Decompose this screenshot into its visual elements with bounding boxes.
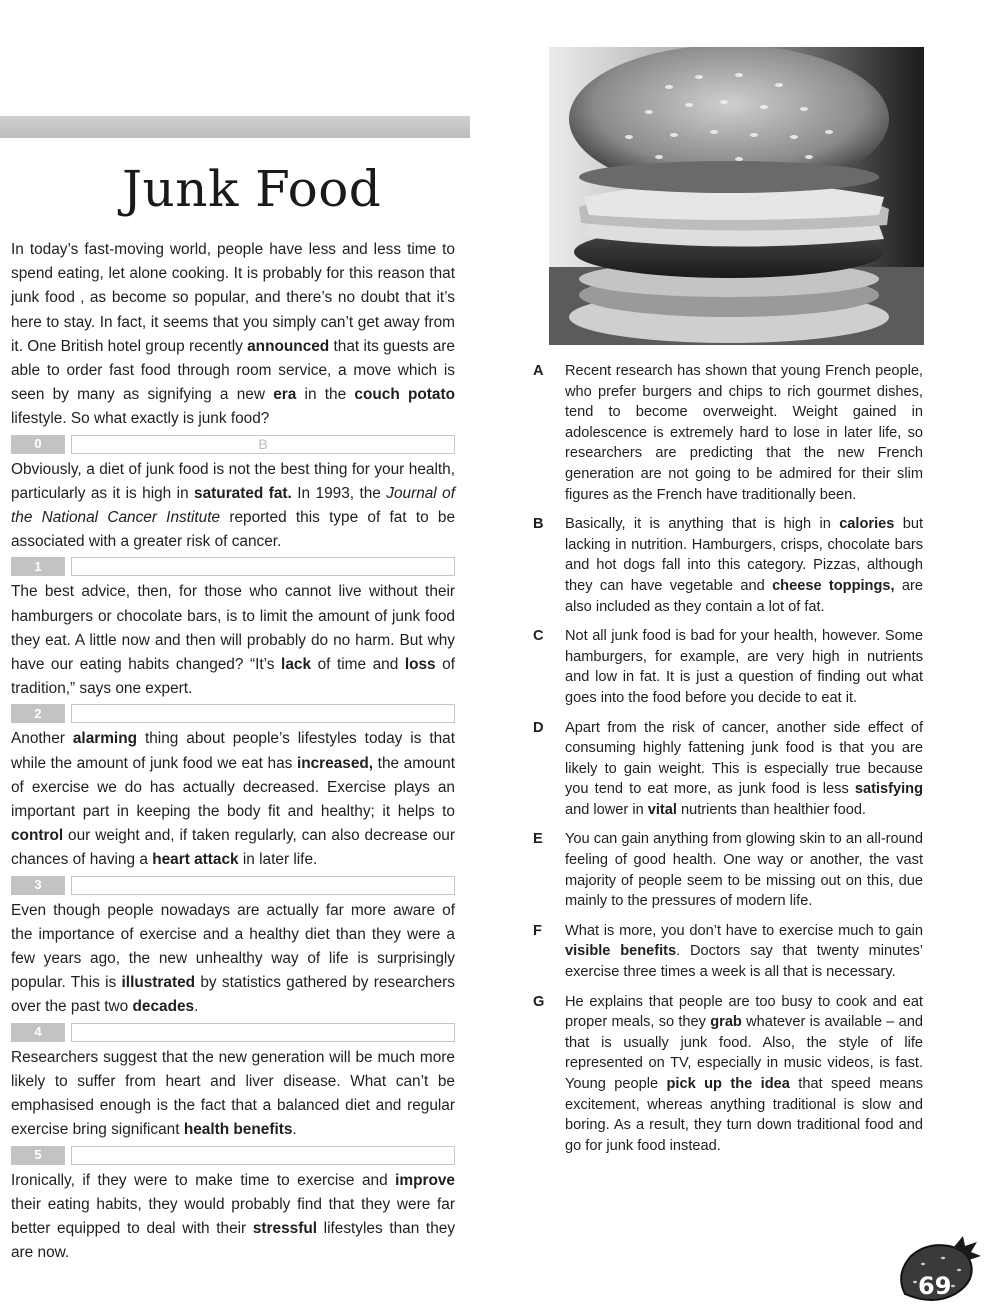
gap-answer-box[interactable]: [71, 1146, 455, 1165]
bold-keyword: decades: [132, 998, 195, 1016]
bold-keyword: couch potato: [354, 386, 455, 404]
gap-answer-box[interactable]: [71, 704, 455, 723]
text-run: that speed means excitement, whereas anything traditional is slow and boring. As a result, they turn down traditional food and go for junk food instead.: [565, 1076, 923, 1154]
option-text: [565, 992, 923, 1157]
header-band: [0, 116, 470, 138]
text-run: whatever is available – and that is usually junk food. Also, the style of life represented on TV, especially in music videos, is fast. Young people: [565, 1014, 923, 1092]
paragraph-5: [11, 1046, 455, 1143]
option-letter: G: [533, 993, 545, 1010]
bold-keyword: increased,: [296, 754, 374, 772]
text-run: nutrients than healthier food.: [676, 801, 866, 818]
text-run: reported this type of fat to be associated with a greater risk of cancer.: [11, 509, 456, 551]
text-run: What is more, you don’t have to exercise much to gain: [565, 922, 923, 939]
text-run: Recent research has shown that young French people, who prefer burgers and chips to rich gourmet dishes, tend to become overweight. Weight gained in adolescence is extremely hard to lose in later life, so researchers are predicting that the new French generation are not going to be admired for their slim figures as the French have traditionally been.: [565, 363, 923, 503]
bold-keyword: era: [273, 386, 297, 404]
text-run: . Doctors say that twenty minutes’ exercise three times a week is all that is necessary.: [565, 943, 923, 981]
option-e: [533, 829, 923, 911]
bold-keyword: pick up the idea: [666, 1076, 790, 1092]
text-run: .: [194, 998, 199, 1016]
bold-keyword: health benefits: [183, 1121, 293, 1139]
bold-keyword: alarming: [72, 730, 138, 748]
gap-number: 1: [11, 557, 65, 576]
text-run: In today’s fast-moving world, people have less and less time to spend eating, let alone cooking. It is probably for this reason that junk food ‚ as become so popular, and there’s no doubt that it’s here to stay. In fact, it seems that you simply can’t get away from it. One British hotel group recently: [11, 241, 455, 355]
gap-number: 4: [11, 1023, 65, 1042]
text-run: but lacking in nutrition. Hamburgers, crisps, chocolate bars and hot dogs fall into this category. Pizzas, although they can have vegetable and: [565, 516, 923, 594]
bold-keyword: visible benefits: [565, 943, 677, 960]
bold-keyword: grab: [710, 1014, 742, 1031]
paragraph-2: [11, 580, 455, 701]
text-run: Ironically, if they were to make time to exercise and: [11, 1171, 396, 1189]
article-body: [11, 238, 455, 1265]
options-list: [533, 361, 923, 1165]
text-run: The best advice, then, for those who cannot live without their hamburgers or chocolate bars, is to limit the amount of junk food they eat. A little now and then will probably do no harm. But why have our eating habits changed? “It’s: [11, 583, 455, 674]
text-run: lifestyles than they are now.: [11, 1219, 456, 1262]
text-run: Apart from the risk of cancer, another side effect of consuming highly fattening junk food is that you are likely to gain weight. This is especially true because you tend to eat more, as junk food is less: [565, 719, 923, 798]
text-run: Even though people nowadays are actually far more aware of the importance of exercise and a healthy diet than they were a few years ago, the new unhealthy way of life is surprisingly popular. This is: [11, 901, 455, 992]
text-run: that its guests are able to order fast food through room service, a move which is seen by many as signifying a new: [11, 337, 455, 404]
gap-answer-box[interactable]: [71, 876, 455, 895]
page-title: Junk Food: [122, 160, 382, 218]
text-run: Obviously, a diet of junk food is not the best thing for your health, particularly as it is high in: [11, 460, 455, 502]
bold-keyword: illustrated: [121, 974, 196, 992]
bold-keyword: heart attack: [152, 851, 239, 869]
text-run: in later life.: [238, 851, 318, 869]
paragraph-6: [11, 1169, 455, 1266]
page-number: 69: [918, 1272, 952, 1300]
option-letter: A: [533, 363, 544, 379]
option-b: [533, 514, 923, 617]
text-run: their eating habits, they would probably find that they were far better equipped to deal with their: [11, 1195, 455, 1237]
text-run: our weight and, if taken regularly, can also decrease our chances of having a: [11, 827, 455, 869]
option-d: [533, 718, 923, 821]
gap-number: 0: [11, 435, 65, 454]
text-run: and lower in: [565, 801, 648, 818]
bold-keyword: loss: [404, 656, 436, 674]
gap-5: [11, 1146, 455, 1165]
text-run: He explains that people are too busy to cook and eat proper meals, so they: [565, 993, 923, 1031]
text-run: Researchers suggest that the new generation will be much more likely to suffer from heart and liver disease. What can’t be emphasised enough is the fact that a balanced diet and regular exercise bring significant: [11, 1048, 455, 1139]
bold-keyword: announced: [247, 337, 330, 355]
gap-2: [11, 704, 455, 723]
text-run: the amount of exercise we do has actually decreased. Exercise plays an important part in keeping the body fit and healthy; it helps to: [11, 754, 455, 821]
option-text: [565, 829, 923, 911]
option-c: [533, 626, 923, 708]
text-run: in the: [296, 386, 355, 404]
gap-answer-box[interactable]: [71, 1023, 455, 1042]
italic-text: Journal of the National Cancer Institute: [11, 484, 455, 527]
gap-number: 5: [11, 1146, 65, 1165]
option-g: [533, 992, 923, 1157]
text-run: by statistics gathered by researchers over the past two: [11, 974, 455, 1016]
text-run: lifestyle. So what exactly is junk food?: [11, 410, 270, 428]
bold-keyword: vital: [647, 801, 677, 818]
gap-1: [11, 557, 455, 576]
bold-keyword: satisfying: [854, 781, 923, 798]
text-run: of tradition,” says one expert.: [11, 656, 455, 698]
text-run: Another: [11, 730, 73, 748]
gap-number: 3: [11, 876, 65, 895]
bold-keyword: improve: [395, 1171, 455, 1189]
gap-answer-box[interactable]: [71, 557, 455, 576]
paragraph-4: [11, 899, 455, 1020]
paragraph-3: [11, 727, 455, 872]
option-letter: F: [533, 922, 542, 939]
option-letter: D: [533, 719, 544, 736]
option-text: [565, 921, 923, 983]
text-run: Basically, it is anything that is high in: [565, 516, 840, 533]
option-text: [565, 514, 923, 617]
text-run: You can gain anything from glowing skin to an all-round feeling of good health. One way or another, the vast majority of people seem to be missing out on this, due mainly to the pressures of modern life.: [565, 831, 923, 910]
bold-keyword: control: [11, 827, 64, 845]
option-letter: E: [533, 831, 543, 848]
gap-answer-box[interactable]: B: [71, 435, 455, 454]
option-text: [565, 626, 923, 708]
option-a: [533, 361, 923, 505]
bold-keyword: cheese toppings,: [772, 577, 895, 594]
intro-paragraph: [11, 238, 455, 432]
option-text: [565, 718, 923, 821]
text-run: .: [292, 1121, 297, 1139]
option-letter: C: [533, 628, 544, 645]
bold-keyword: saturated fat.: [194, 484, 292, 502]
bold-keyword: calories: [839, 516, 895, 533]
text-run: thing about people’s lifestyles today is that while the amount of junk food we eat has: [11, 730, 456, 772]
gap-4: [11, 1023, 455, 1042]
text-run: are also included as they contain a lot of fat.: [565, 577, 923, 615]
bold-keyword: lack: [281, 656, 312, 674]
paragraph-1: [11, 458, 455, 555]
text-run: Not all junk food is bad for your health, however. Some hamburgers, for example, are very high in nutrients and low in fat. It is just a question of finding out what goes into the food before you decide to eat it.: [565, 628, 923, 706]
bold-keyword: stressful: [252, 1219, 317, 1237]
text-run: In 1993, the: [291, 484, 387, 502]
gap-0: [11, 435, 455, 454]
text-run: of time and: [311, 656, 405, 674]
gap-3: [11, 876, 455, 895]
option-f: [533, 921, 923, 983]
option-text: [565, 361, 923, 505]
burger-photo: [549, 47, 924, 345]
option-letter: B: [533, 516, 544, 533]
gap-number: 2: [11, 704, 65, 723]
